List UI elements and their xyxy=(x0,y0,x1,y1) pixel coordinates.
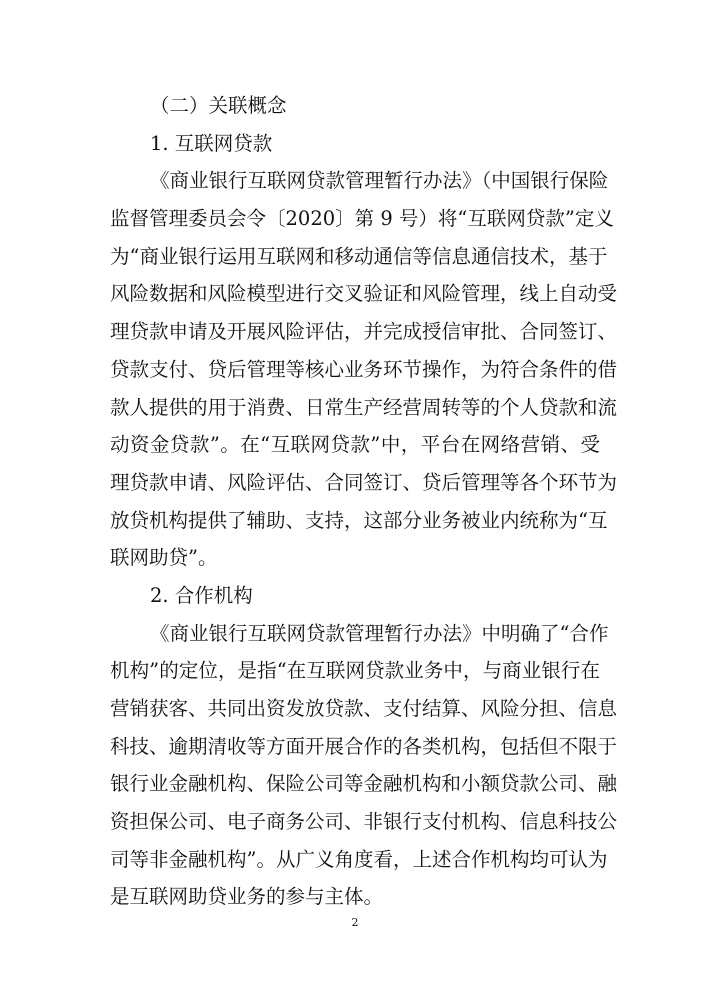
paragraph-line: 放贷机构提供了辅助、支持，这部分业务被业内统称为“互 xyxy=(110,508,608,532)
paragraph-line: 理贷款申请、风险评估、合同签订、贷后管理等各个环节为 xyxy=(110,470,618,494)
paragraph-line: 风险数据和风险模型进行交叉验证和风险管理，线上自动受 xyxy=(110,282,618,306)
paragraph-line-last: 是互联网助贷业务的参与主体。 xyxy=(110,885,384,909)
paragraph-line: 贷款支付、贷后管理等核心业务环节操作，为符合条件的借 xyxy=(110,357,618,381)
paragraph-internet-loans xyxy=(110,162,618,577)
paragraph-line-last: 联网助贷”。 xyxy=(110,546,218,570)
section-heading: （二）关联概念 xyxy=(150,94,287,117)
page-number: 2 xyxy=(351,916,359,929)
paragraph-line: 银行业金融机构、保险公司等金融机构和小额贷款公司、融 xyxy=(110,772,618,796)
paragraph-line: 款人提供的用于消费、日常生产经营周转等的个人贷款和流 xyxy=(110,395,618,419)
paragraph-line: 资担保公司、电子商务公司、非银行支付机构、信息科技公 xyxy=(110,810,618,834)
paragraph-line: 科技、逾期清收等方面开展合作的各类机构，包括但不限于 xyxy=(110,734,618,758)
paragraph-line: 监督管理委员会令〔2020〕第 9 号）将“互联网贷款”定义 xyxy=(110,207,614,231)
paragraph-line: 司等非金融机构”。从广义角度看，上述合作机构均可认为 xyxy=(110,847,608,871)
subsection-heading-partner-institutions: 2. 合作机构 xyxy=(150,583,253,607)
paragraph-line: 《商业银行互联网贷款管理暂行办法》中明确了“合作 xyxy=(150,621,609,645)
paragraph-line: 为“商业银行运用互联网和移动通信等信息通信技术，基于 xyxy=(110,244,608,268)
paragraph-line: 动资金贷款”。在“互联网贷款”中，平台在网络营销、受 xyxy=(110,433,600,457)
paragraph-line: 机构”的定位，是指“在互联网贷款业务中，与商业银行在 xyxy=(110,659,600,683)
paragraph-line: 《商业银行互联网贷款管理暂行办法》（中国银行保险 xyxy=(150,169,609,193)
paragraph-line: 理贷款申请及开展风险评估，并完成授信审批、合同签订、 xyxy=(110,320,618,344)
paragraph-line: 营销获客、共同出资发放贷款、支付结算、风险分担、信息 xyxy=(110,697,618,720)
paragraph-partner-institutions xyxy=(110,615,618,917)
subsection-heading-internet-loans: 1. 互联网贷款 xyxy=(150,131,273,155)
document-body xyxy=(110,87,618,916)
